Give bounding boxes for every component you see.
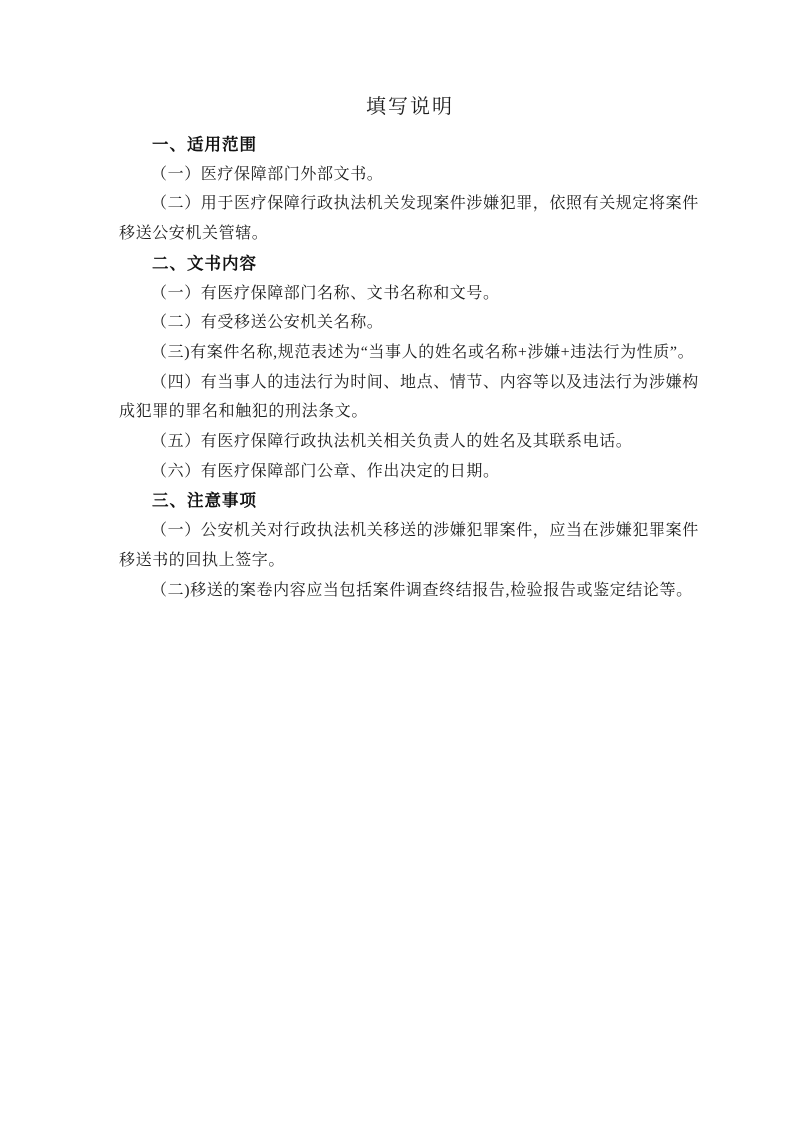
paragraph-line: 移送书的回执上签字。 xyxy=(119,551,286,569)
paragraph-line: （三)有案件名称,规范表述为“当事人的姓名或名称+涉嫌+违法行为性质”。 xyxy=(151,343,695,361)
paragraph-line: （二）用于医疗保障行政执法机关发现案件涉嫌犯罪，依照有关规定将案件 xyxy=(151,195,699,213)
document-sections xyxy=(119,130,701,605)
paragraph xyxy=(119,338,701,368)
paragraph-line: （一）医疗保障部门外部文书。 xyxy=(151,165,384,183)
paragraph-line: （一）公安机关对行政执法机关移送的涉嫌犯罪案件，应当在涉嫌犯罪案件 xyxy=(151,522,699,540)
paragraph xyxy=(119,308,701,338)
paragraph-line: （一）有医疗保障部门名称、文书名称和文号。 xyxy=(151,284,500,302)
paragraph xyxy=(119,279,701,309)
document-title: 填写说明 xyxy=(366,96,454,118)
paragraph-line: 成犯罪的罪名和触犯的刑法条文。 xyxy=(119,403,369,421)
paragraph xyxy=(119,427,701,457)
paragraph xyxy=(119,160,701,190)
document-content xyxy=(119,0,701,605)
paragraph xyxy=(119,457,701,487)
paragraph-line: （五）有医疗保障行政执法机关相关负责人的姓名及其联系电话。 xyxy=(151,433,633,451)
section-heading: 二、文书内容 xyxy=(152,253,257,273)
paragraph-line: （六）有医疗保障部门公章、作出决定的日期。 xyxy=(151,462,500,480)
paragraph xyxy=(119,189,701,248)
paragraph xyxy=(119,368,701,427)
paragraph xyxy=(119,576,701,606)
paragraph-line: （四）有当事人的违法行为时间、地点、情节、内容等以及违法行为涉嫌构 xyxy=(151,373,699,391)
paragraph-line: （二)移送的案卷内容应当包括案件调查终结报告,检验报告或鉴定结论等。 xyxy=(151,581,693,599)
paragraph-line: （二）有受移送公安机关名称。 xyxy=(151,314,384,332)
paragraph xyxy=(119,516,701,575)
section-heading: 一、适用范围 xyxy=(152,135,257,154)
section-heading: 三、注意事项 xyxy=(152,491,257,511)
paragraph-line: 移送公安机关管辖。 xyxy=(119,225,269,243)
